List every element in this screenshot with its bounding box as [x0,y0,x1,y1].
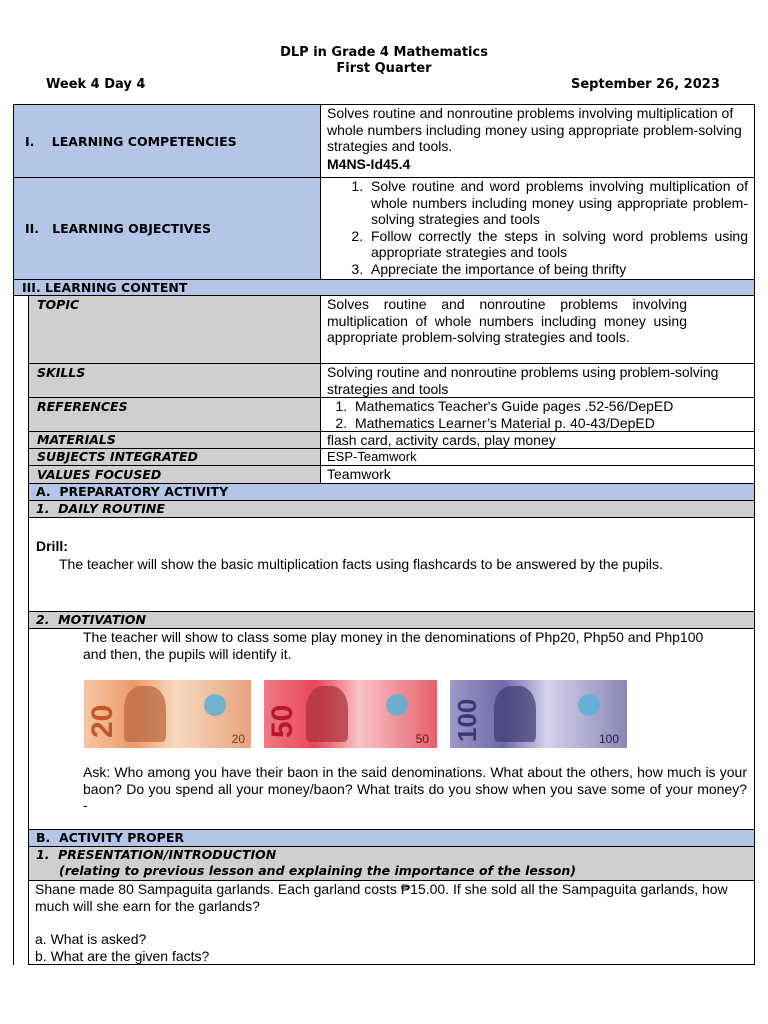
ask-text: Ask: Who among you have their baon in the said denominations. What about the others, how much is your baon? Do you spend all your money/baon? What traits do you show when you save some of your money? - [83,764,747,814]
learning-objectives-cell [320,177,755,280]
materials-text: flash card, activity cards, play money [327,432,556,448]
bill-seal [204,694,226,716]
table-left-rule [13,104,14,965]
competency-text: Solves routine and nonroutine problems involving multiplication of whole numbers including money using appropriate problem-solving strategies and tools. [327,105,742,155]
learning-content-label: III. LEARNING CONTENT [22,280,188,295]
subjects-label: SUBJECTS INTEGRATED [37,449,198,464]
presentation-header [28,846,755,881]
values-label-cell [28,465,321,484]
objectives-list [323,178,748,278]
bill-seal [386,694,408,716]
reference-item: 1. Mathematics Teacher's Guide pages .52-56/DepED [351,398,750,415]
learning-content-header [13,279,755,296]
question-b: b. What are the given facts? [35,948,210,964]
preparatory-activity-label: A. PREPARATORY ACTIVITY [36,484,229,499]
php100-bill-image [450,680,627,748]
bill-portrait [124,686,166,742]
reference-item: 2. Mathematics Learner’s Material p. 40-43/DepED [351,415,750,432]
daily-routine-header [28,500,755,518]
presentation-sublabel: (relating to previous lesson and explaining the importance of the lesson) [59,863,576,878]
objective-item: 3. Appreciate the importance of being thrifty [367,261,748,278]
subjects-cell [320,448,755,466]
bill-portrait [306,686,348,742]
learning-competencies-label-cell [13,104,321,178]
learning-competencies-label: I. LEARNING COMPETENCIES [25,134,237,149]
learning-objectives-label-cell [13,177,321,280]
bill-denomination-small: 50 [415,732,429,746]
preparatory-activity-header [28,483,755,501]
topic-label: TOPIC [37,297,80,312]
values-text: Teamwork [327,466,391,482]
topic-label-cell [28,295,321,364]
references-list [325,398,750,431]
daily-routine-label: 1. DAILY ROUTINE [36,501,165,516]
motivation-header [28,611,755,629]
motivation-text: The teacher will show to class some play money in the denominations of Php20, Php50 and Php100 and then, the pupils will identify it. [83,629,704,662]
bill-denomination-small: 100 [598,732,619,746]
activity-proper-label: B. ACTIVITY PROPER [36,830,184,845]
date-label: September 26, 2023 [571,77,720,92]
skills-text: Solving routine and nonroutine problems using problem-solving strategies and tools [327,364,719,397]
references-label: REFERENCES [37,399,128,414]
problem-text: Shane made 80 Sampaguita garlands. Each garland costs ₱15.00. If she sold all the Sampaguita garlands, how much will she earn for the garlands? [35,881,728,914]
references-label-cell [28,397,321,432]
objective-item: 2. Follow correctly the steps in solving word problems using appropriate strategies and tools [367,228,748,261]
week-day-label: Week 4 Day 4 [46,77,146,92]
activity-proper-header [28,829,755,847]
bill-portrait [494,686,536,742]
subjects-text: ESP-Teamwork [327,449,417,464]
bill-denomination: 20 [86,704,119,738]
php20-bill-image [84,680,251,748]
learning-objectives-label: II. LEARNING OBJECTIVES [25,221,212,236]
document-title: DLP in Grade 4 Mathematics [280,45,488,60]
bill-denomination: 100 [452,698,482,742]
quarter-subtitle: First Quarter [336,61,432,76]
skills-cell [320,363,755,398]
topic-cell [320,295,755,364]
motivation-label: 2. MOTIVATION [36,612,146,627]
skills-label: SKILLS [37,365,86,380]
values-cell [320,465,755,484]
learning-competencies-cell [320,104,755,178]
bill-seal [578,694,600,716]
bill-denomination-small: 20 [231,732,245,746]
bill-denomination: 50 [266,704,299,738]
drill-text: The teacher will show the basic multiplication facts using flashcards to be answered by the pupils. [59,556,663,572]
daily-routine-body [28,517,755,612]
objective-item: 1. Solve routine and word problems involving multiplication of whole numbers including money using appropriate problem-solving strategies and tools [367,178,748,228]
values-label: VALUES FOCUSED [37,467,162,482]
materials-cell [320,431,755,449]
competency-code: M4NS-Id45.4 [327,155,411,172]
subjects-label-cell [28,448,321,466]
php50-bill-image [264,680,437,748]
question-a: a. What is asked? [35,931,147,947]
skills-label-cell [28,363,321,398]
presentation-body [28,880,755,965]
topic-text: Solves routine and nonroutine problems involving multiplication of whole numbers including money using appropriate problem-solving strategies and tools. [327,296,687,346]
drill-label: Drill: [36,538,68,554]
motivation-body [28,628,755,830]
references-cell [320,397,755,432]
presentation-label: 1. PRESENTATION/INTRODUCTION [36,847,277,862]
materials-label: MATERIALS [37,432,116,447]
materials-label-cell [28,431,321,449]
